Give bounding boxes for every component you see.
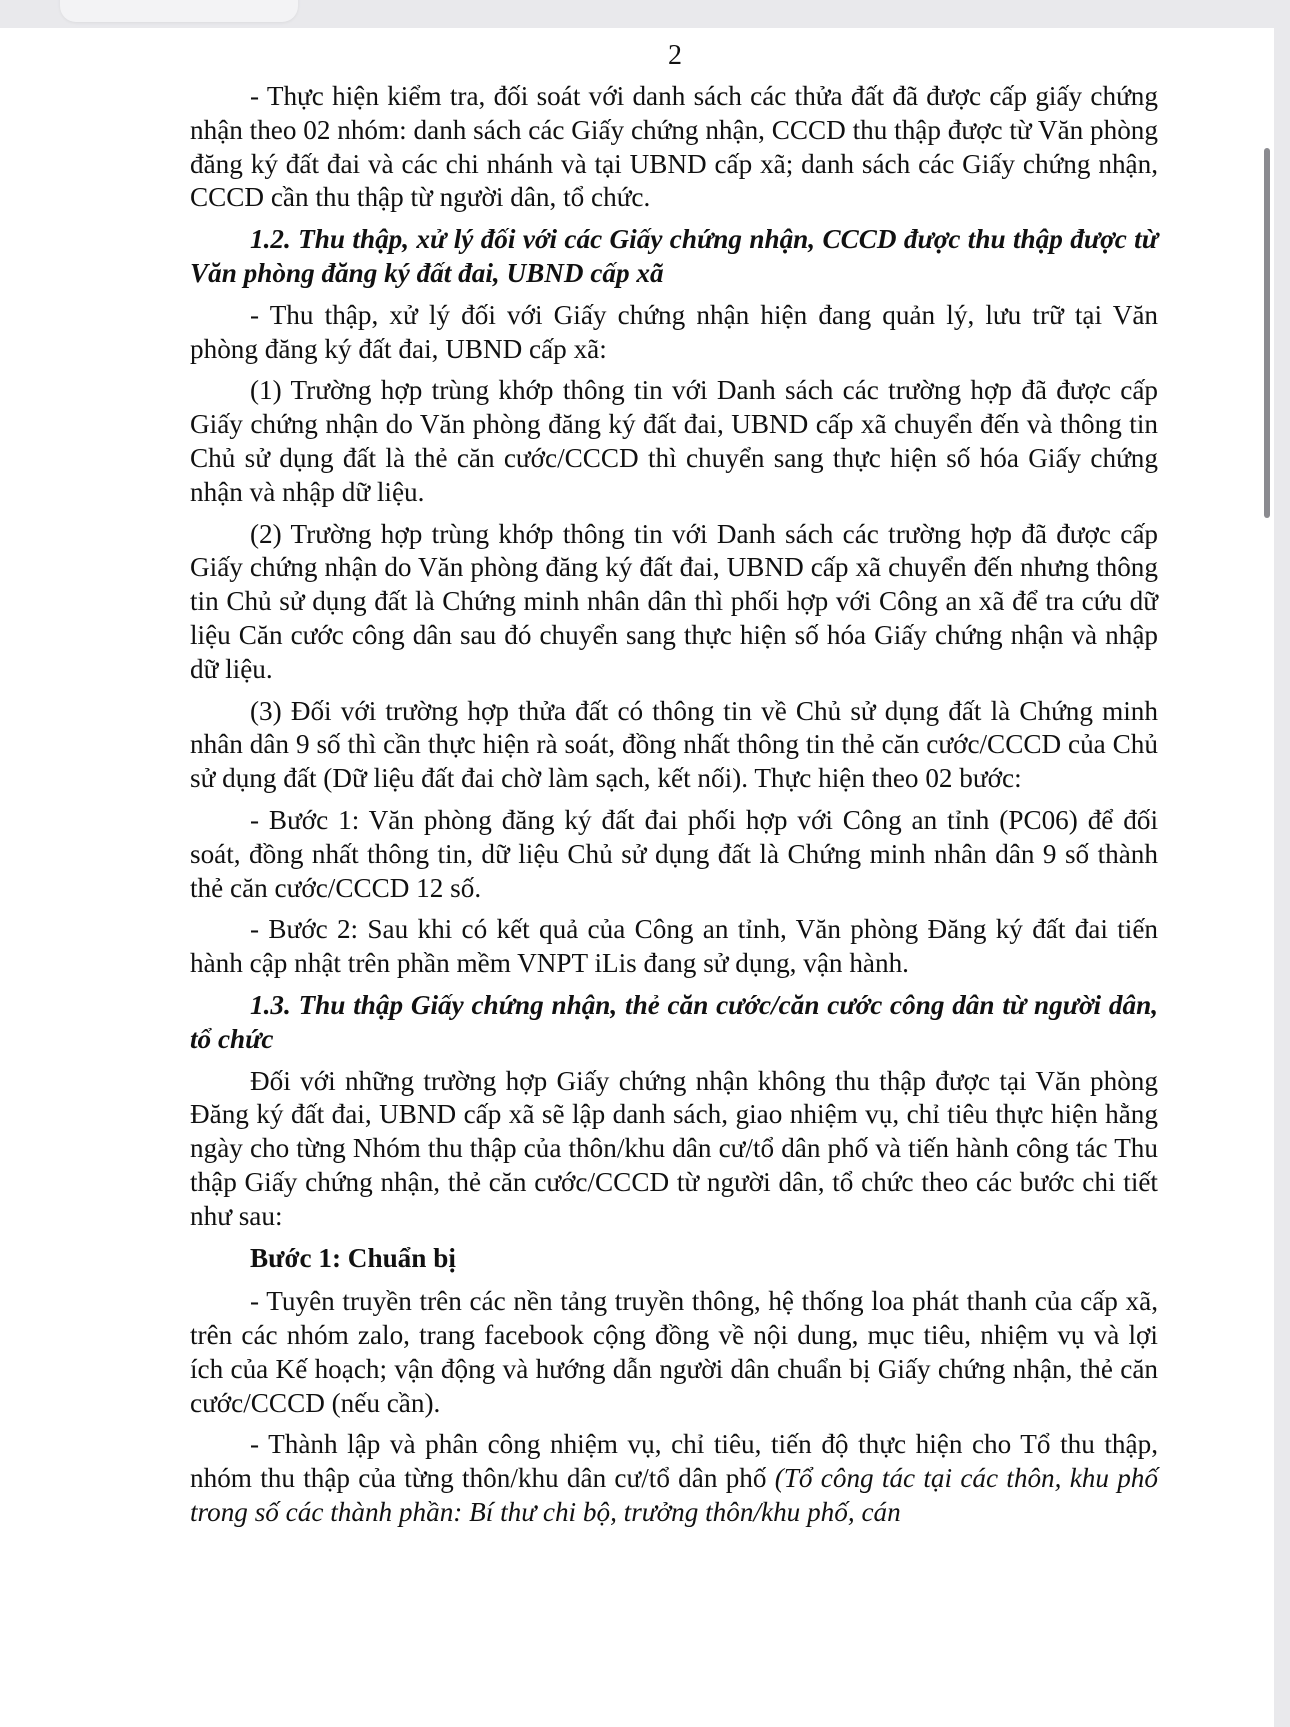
paragraph-assign-tasks (190, 1428, 1158, 1529)
document-page (0, 28, 1274, 1727)
top-pill (60, 0, 298, 22)
paragraph-collect-process: - Thu thập, xử lý đối với Giấy chứng nhận hiện đang quản lý, lưu trữ tại Văn phòng đăng ký đất đai, UBND cấp xã: (190, 299, 1158, 364)
heading-1-2: 1.2. Thu thập, xử lý đối với các Giấy chứng nhận, CCCD được thu thập được từ Văn phòng đăng ký đất đai, UBND cấp xã (190, 224, 1158, 288)
paragraph-propaganda: - Tuyên truyền trên các nền tảng truyền thông, hệ thống loa phát thanh của cấp xã, trên các nhóm zalo, trang facebook cộng đồng về nội dung, mục tiêu, nhiệm vụ và lợi ích của Kế hoạch; vận động và hướng dẫn người dân chuẩn bị Giấy chứng nhận, thẻ căn cước/CCCD (nếu cần). (190, 1286, 1158, 1418)
paragraph-check: - Thực hiện kiểm tra, đối soát với danh sách các thửa đất đã được cấp giấy chứng nhận theo 02 nhóm: danh sách các Giấy chứng nhận, CCCD thu thập được từ Văn phòng đăng ký đất đai và các chi nhánh và tại UBND cấp xã; danh sách các Giấy chứng nhận, CCCD cần thu thập từ người dân, tổ chức. (190, 81, 1158, 213)
scrollbar[interactable] (1264, 148, 1270, 518)
assign-tasks-italic: (Tổ công tác tại các thôn, khu phố trong số các thành phần: Bí thư chi bộ, trưởng thôn/khu phố, cán (190, 1463, 1158, 1528)
paragraph-case-2: (2) Trường hợp trùng khớp thông tin với Danh sách các trường hợp đã được cấp Giấy chứng nhận do Văn phòng đăng ký đất đai, UBND cấp xã chuyển đến nhưng thông tin Chủ sử dụng đất là Chứng minh nhân dân thì phối hợp với Công an xã để tra cứu dữ liệu Căn cước công dân sau đó chuyển sang thực hiện số hóa Giấy chứng nhận và nhập dữ liệu. (190, 518, 1158, 684)
document-body (190, 80, 1158, 1538)
paragraph-intro-collection: Đối với những trường hợp Giấy chứng nhận không thu thập được tại Văn phòng Đăng ký đất đai, UBND cấp xã sẽ lập danh sách, giao nhiệm vụ, chỉ tiêu thực hiện hằng ngày cho từng Nhóm thu thập của thôn/khu dân cư/tổ dân phố và tiến hành công tác Thu thập Giấy chứng nhận, thẻ căn cước/CCCD từ người dân, tổ chức theo các bước chi tiết như sau: (190, 1065, 1158, 1231)
assign-tasks-text: - Thành lập và phân công nhiệm vụ, chỉ tiêu, tiến độ thực hiện cho Tổ thu thập, nhóm thu thập của từng thôn/khu dân cư/tổ dân phố (190, 1429, 1158, 1494)
paragraph-case-3: (3) Đối với trường hợp thửa đất có thông tin về Chủ sử dụng đất là Chứng minh nhân dân 9 số thì cần thực hiện rà soát, đồng nhất thông tin thẻ căn cước/CCCD của Chủ sử dụng đất (Dữ liệu đất đai chờ làm sạch, kết nối). Thực hiện theo 02 bước: (190, 695, 1158, 794)
paragraph-case-1: (1) Trường hợp trùng khớp thông tin với Danh sách các trường hợp đã được cấp Giấy chứng nhận do Văn phòng đăng ký đất đai, UBND cấp xã chuyển đến và thông tin Chủ sử dụng đất là thẻ căn cước/CCCD thì chuyển sang thực hiện số hóa Giấy chứng nhận và nhập dữ liệu. (190, 375, 1158, 507)
heading-1-3: 1.3. Thu thập Giấy chứng nhận, thẻ căn cước/căn cước công dân từ người dân, tổ chức (190, 989, 1158, 1054)
paragraph-step-1: - Bước 1: Văn phòng đăng ký đất đai phối hợp với Công an tỉnh (PC06) để đối soát, đồng nhất thông tin, dữ liệu Chủ sử dụng đất là Chứng minh nhân dân 9 số thành thẻ căn cước/CCCD 12 số. (190, 804, 1158, 903)
paragraph-step-2: - Bước 2: Sau khi có kết quả của Công an tỉnh, Văn phòng Đăng ký đất đai tiến hành cập nhật trên phần mềm VNPT iLis đang sử dụng, vận hành. (190, 914, 1158, 979)
heading-step-1-prepare: Bước 1: Chuẩn bị (250, 1242, 456, 1273)
page-number: 2 (668, 40, 682, 71)
